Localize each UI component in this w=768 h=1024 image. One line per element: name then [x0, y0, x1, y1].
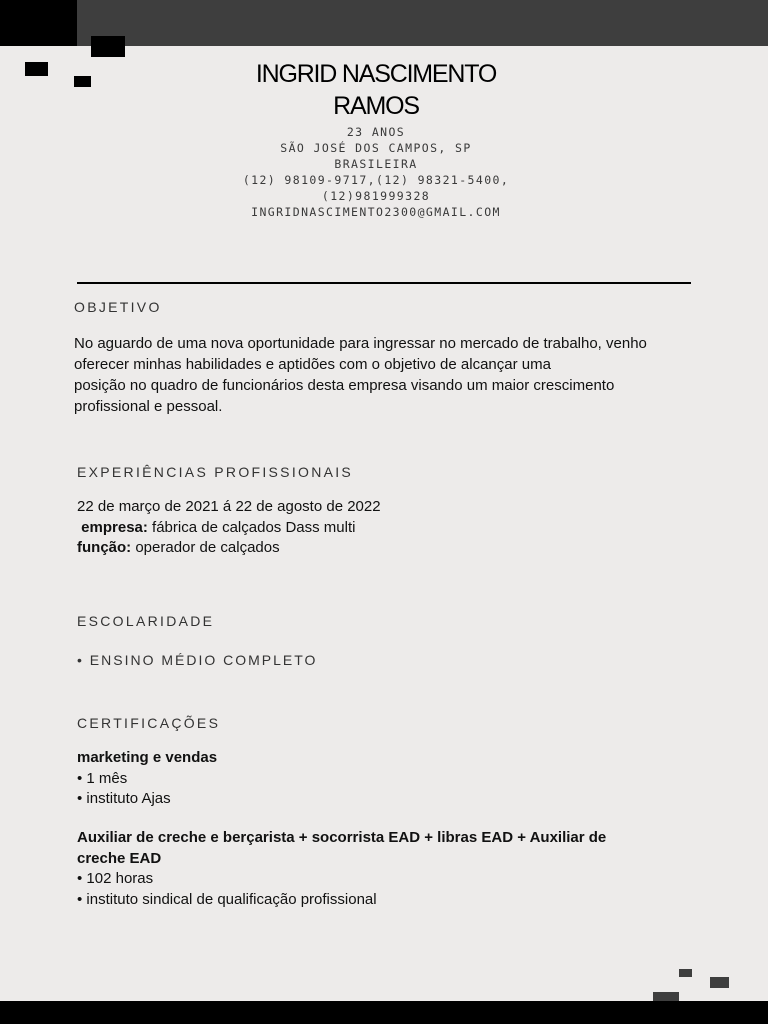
experience-heading: EXPERIÊNCIAS PROFISSIONAIS	[77, 464, 354, 480]
decor-square	[91, 36, 125, 57]
certification-entry	[77, 748, 217, 810]
objective-line: posição no quadro de funcionários desta empresa visando um maior crescimento	[74, 377, 615, 394]
education-heading: ESCOLARIDADE	[77, 613, 215, 629]
certification-duration: • 1 mês	[77, 769, 128, 787]
certification-title: marketing e vendas	[77, 749, 218, 766]
education-item: • ENSINO MÉDIO COMPLETO	[77, 652, 318, 668]
experience-entry	[77, 497, 381, 559]
experience-role	[77, 538, 381, 559]
objective-line: oferecer minhas habilidades e aptidões com o objetivo de alcançar uma	[74, 356, 551, 373]
contact-info	[214, 124, 538, 220]
decor-square	[710, 977, 729, 988]
experience-period: 22 de março de 2021 á 22 de agosto de 2022	[77, 498, 381, 515]
role-label: função:	[77, 539, 132, 556]
certifications-heading: CERTIFICAÇÕES	[77, 715, 221, 731]
role-value: operador de calçados	[131, 539, 280, 556]
certification-title: Auxiliar de creche e berçarista + socorrista EAD + libras EAD + Auxiliar de	[77, 829, 607, 846]
certification-institution: • instituto sindical de qualificação profissional	[77, 890, 377, 908]
decor-square	[74, 76, 91, 87]
objective-line: No aguardo de uma nova oportunidade para ingressar no mercado de trabalho, venho	[74, 335, 647, 352]
phones-line-1: (12) 98109-9717,(12) 98321-5400,	[242, 173, 510, 187]
email: INGRIDNASCIMENTO2300@GMAIL.COM	[251, 205, 501, 219]
certification-institution: • instituto Ajas	[77, 790, 171, 807]
phones-line-2: (12)981999328	[321, 189, 431, 203]
age: 23 ANOS	[346, 125, 406, 139]
city: SÃO JOSÉ DOS CAMPOS, SP	[280, 141, 472, 155]
experience-company	[77, 518, 381, 539]
decor-square	[679, 969, 692, 977]
name-line-2: RAMOS	[333, 92, 419, 120]
certification-entry	[77, 828, 606, 910]
resume-name	[150, 58, 602, 122]
nationality: BRASILEIRA	[334, 157, 418, 171]
certification-duration: • 102 horas	[77, 870, 154, 887]
footer-bar	[0, 1001, 768, 1024]
name-line-1: INGRID NASCIMENTO	[255, 60, 497, 88]
company-label: empresa:	[81, 518, 148, 536]
objective-line: profissional e pessoal.	[74, 398, 223, 415]
certification-title: creche EAD	[77, 849, 162, 867]
company-value: fábrica de calçados Dass multi	[147, 518, 356, 536]
objective-heading: OBJETIVO	[74, 299, 162, 315]
objective-text	[74, 333, 694, 417]
decor-square	[25, 62, 48, 76]
header-bar-black-block	[0, 0, 77, 46]
divider-line	[77, 282, 691, 284]
